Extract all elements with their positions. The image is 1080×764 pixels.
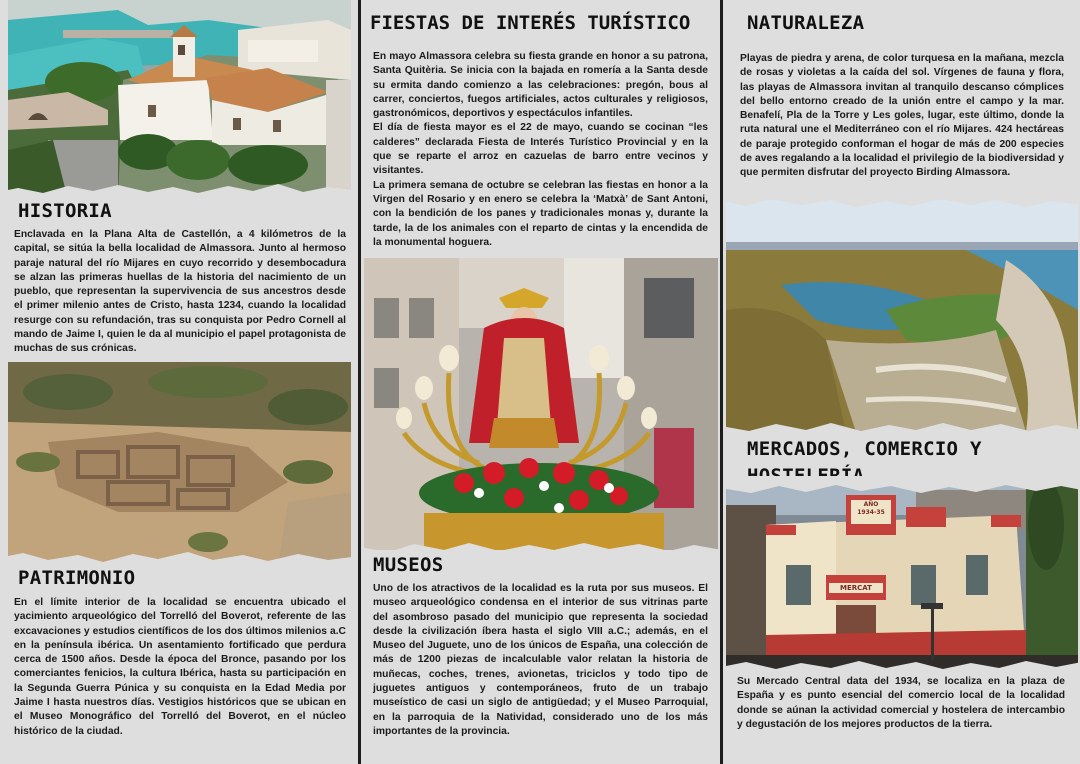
- fiestas-paragraph-2: El día de fiesta mayor es el 22 de mayo, cuando se cocinan “les calderes” declarada Fiesta de Interés Turístico Provincial y en la que se reparte el arroz en cazuelas de barro entre vecinos y visitantes.: [373, 122, 708, 177]
- patrimonio-text: En el límite interior de la localidad se encuentra ubicado el yacimiento arqueológico del Torrelló del Boverot, referente de las excavaciones y estudios científicos de los dos últimos milenios a.C en la península ibérica. Un asentamiento fortificado que perdura cerca de 1500 años. Desde la época del Bronce, pasando por los comerciantes fenicios, la cultura Ibérica, hasta su participación en la Segunda Guerra Púnica y su conquista en la Edad Media por Jaime I hasta nuestros días. Vestigios históricos que se ubican en el Museo Monográfico del Torrelló del Boverot, en el núcleo histórico de la ciudad.: [14, 597, 346, 737]
- naturaleza-heading: NATURALEZA: [747, 12, 865, 34]
- photo-coastal-wetland: [726, 200, 1078, 432]
- naturaleza-text: Playas de piedra y arena, de color turquesa en la mañana, mezcla de rosas y violetas a la caída del sol. Vírgenes de fauna y flora, las playas de Almassora invitan al tranquilo descanso cómplices del bello entorno creado de la unión entre el campo y la mar. Benafelí, Pla de la Torre y Les goles, lugar, este último, donde la ruta natural une el Mediterráneo con el río Mijares. 424 hectáreas de paraje protegido conforman el hogar de más de 200 especies de aves regalando a la localidad el privilegio de la biodiversidad y que permiten disfrutar del proyecto Birding Almassora.: [740, 53, 1064, 179]
- historia-heading: HISTORIA: [18, 200, 112, 222]
- photo-river-hermitage: [8, 0, 351, 200]
- patrimonio-heading: PATRIMONIO: [18, 567, 136, 589]
- museos-heading: MUSEOS: [373, 554, 444, 576]
- market-sign-year: [851, 501, 891, 517]
- museos-text: Uno de los atractivos de la localidad es la ruta por sus museos. El museo arqueológico condensa en el interior de sus vitrinas parte del asombroso pasado del municipio que representa la sociedad desde la civilización íbera hasta el siglo VIII a.C.; además, en el Museo del Juguete, uno de los únicos de España, una colección de más de 1200 piezas de incalculable valor relatan la historia de muñecas, coches, trenes, avionetas, triciclos y todo tipo de juguetes antiguos y contemporáneos, fruto de un trabajo museístico de casi un siglo de antigüedad; y el Museo Parroquial, en la parroquia de la Natividad, considerado uno de los más importantes de la provincia.: [373, 583, 708, 737]
- market-sign-name: MERCAT: [840, 584, 872, 592]
- panel-historia-patrimonio: [0, 0, 358, 764]
- panel-naturaleza-mercados: [723, 0, 1080, 764]
- photo-central-market: [726, 485, 1078, 670]
- photo-saint-procession: [364, 258, 718, 550]
- torn-paper-edge: [723, 476, 1080, 498]
- mercados-text: Su Mercado Central data del 1934, se localiza en la plaza de España y es punto esencial del comercio local de la localidad donde se aúnan la actividad comercial y hostelera de intercambio y degustación de los mejores productos de la tierra.: [737, 676, 1065, 730]
- photo-archaeological-site: [8, 362, 351, 567]
- fiestas-heading: FIESTAS DE INTERÉS TURÍSTICO: [370, 12, 691, 34]
- torn-paper-edge: [723, 190, 1080, 212]
- torn-paper-edge: [0, 180, 358, 202]
- historia-text: Enclavada en la Plana Alta de Castellón, a 4 kilómetros de la capital, se sitúa la bella localidad de Almassora. Junto al hermoso paraje natural del río Mijares en cuyo recorrido y desembocadura se alzan las primeras huellas de la historia del nacimiento de un pueblo, que representan la supervivencia de sus ancestros desde el primer milenio antes de Cristo, hasta 1234, cuando la localidad resurge con su refundación, tras su conquista por Pedro Cornell al mando de Jaime I, quien le da al municipio el papel protagonista de muchas de sus crónicas.: [14, 229, 346, 355]
- market-sign-year-value: 1934-35: [857, 509, 885, 516]
- mercados-heading-line-1: MERCADOS, COMERCIO Y: [747, 438, 982, 460]
- market-sign-year-label: AÑO: [863, 501, 879, 508]
- fiestas-paragraph-1: En mayo Almassora celebra su fiesta grande en honor a su patrona, Santa Quitèria. Se inicia con la bajada en romería a la Santa desde su ermita dando comienzo a las celebraciones: pregón, bous al carrer, conciertos, fuegos artificiales, actos culturales y religiosos, gastronómicos, deportivos y espectáculos infantiles.: [373, 51, 708, 120]
- panel-fiestas-museos: [361, 0, 720, 764]
- fiestas-paragraph-3: La primera semana de octubre se celebran las fiestas en honor a la Virgen del Rosario y en enero se celebra la ‘Matxà’ de Sant Antoni, con la bendición de los panes y tradicionales monas y, durante la tarde, la de los animales con el reparto de cintas y la encendida de la monumental hoguera.: [373, 179, 708, 248]
